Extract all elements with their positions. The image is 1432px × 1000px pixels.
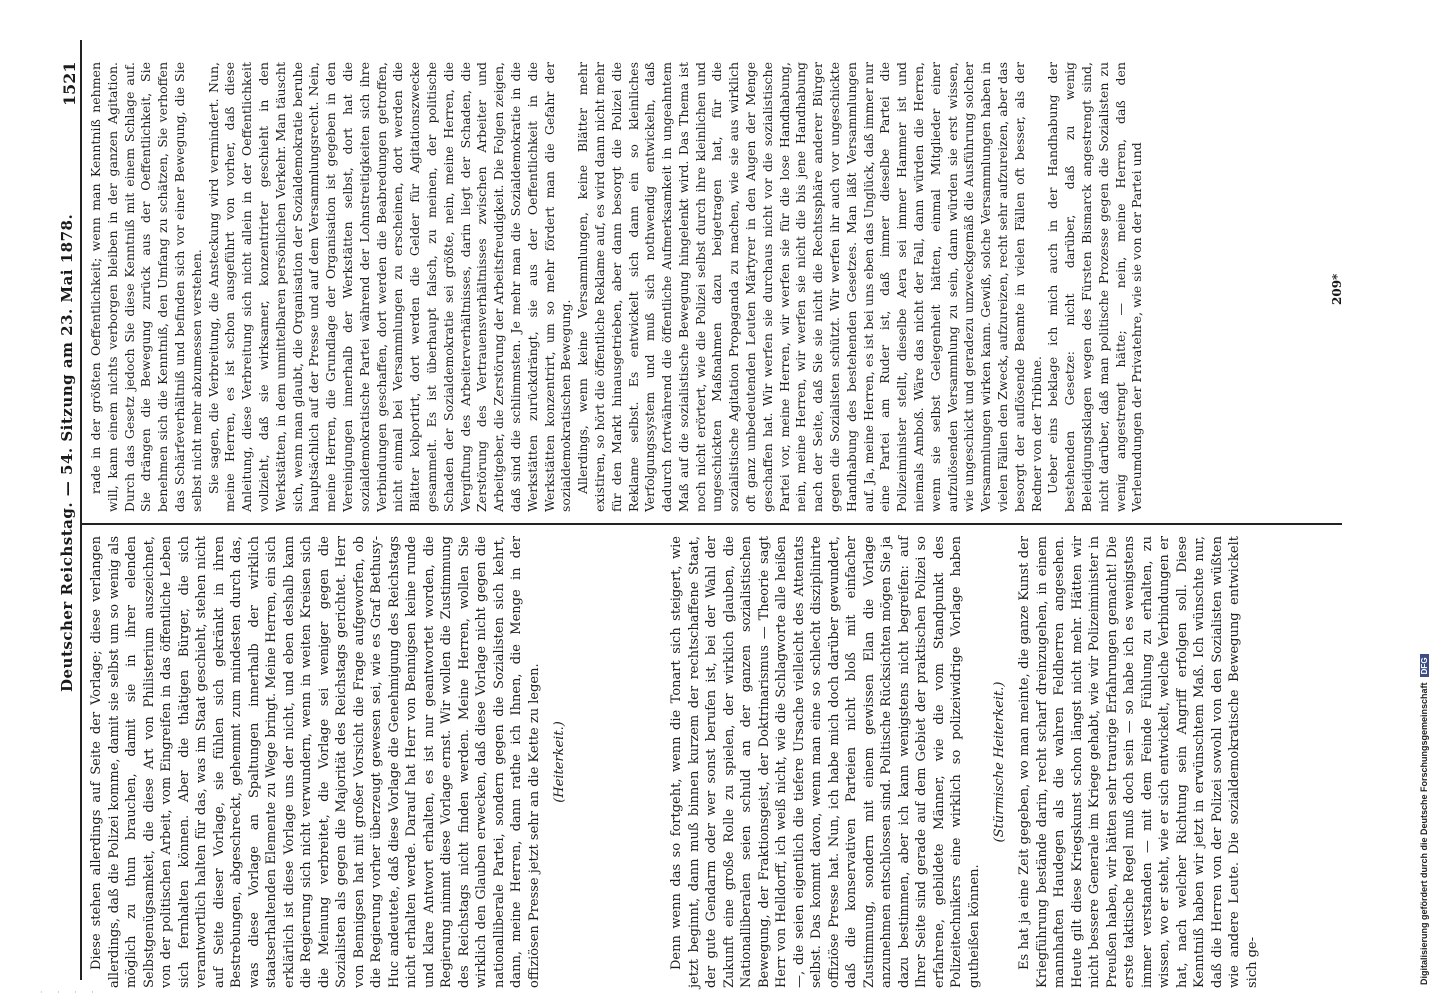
paragraph: Es hat ja eine Zeit gegeben, wo man meinte, die ganze Kunst der Kriegführung bestände darin, recht scharf dreinzugehen, in einem mannhaften Haudegen als die wahren Feldherren angesehen. Heute gilt diese Kriegskunst schon längst nicht mehr. Hätten wir nicht bessere Generale im Kriege gehabt, wie wir Polizeiminister in Preußen haben, wir hätten sehr traurige Erfahrungen gemacht! Die erste taktische Regel muß doch sein — so habe ich es wenigstens immer verstanden — mit dem Feinde Fühlung zu erhalten, zu wissen, wo er steht, wie er sich entwickelt, welche Verbindungen er hat, nach welcher Richtung sein Angriff erfolgen soll. Diese Kenntniß haben wir jetzt in erwünschtem Maß. Ich wünschte nur, daß die Herren von der Polizei sowohl von den Sozialisten wüßten wie andere Leute. Die sozialdemokratische Bewegung entwickelt sich ge-	[1017, 536, 1260, 988]
paragraph: rade in der größten Oeffentlichkeit; wenn man Kenntniß nehmen will, kann einem nichts verborgen bleiben in der ganzen Agitation. Durch das Gesetz jedoch Sie diese Kenntniß mit einem Schlage auf. Sie drängen die Bewegung zurück aus der Oeffentlichkeit, Sie benehmen sich die Kenntniß, den Umfang zu schätzen, Sie verhoffen das Schärfeverhältniß und befinden sich vor einer Bewegung, die Sie selbst nicht mehr abzumessen verstehen.	[88, 62, 204, 512]
stage-direction: (Heiterkeit.)	[552, 721, 567, 803]
paragraph: Denn wenn das so fortgeht, wenn die Tonart sich steigert, wie jetzt beginnt, dann muß binnen kurzem der rechtschaffene Staat, der gute Gendarm oder wer sonst berufen ist, bei der Wahl der Zukunft eine große Rolle zu spielen, der wirklich glauben, die Nationalliberalen seien schuld an der ganzen sozialistischen Bewegung, der Fraktionsgeist, der Doktrinarismus — Theorie sagt Herr von Helldorff, ich weiß nicht, wie die Schlagworte alle heißen —, die seien eigentlich die tiefere Ursache vielleicht des Attentats selbst. Das kommt davon, wenn man eine so schlecht disziplinirte offiziöse Presse hat. Nun, ich habe mich doch darüber gewundert, daß die konservativen Parteien nicht bloß mit einfacher Zustimmung, sondern mit einem gewissen Elan die Vorlage anzunehmen entschlossen sind. Politische Rücksichten mögen Sie ja dazu bestimmen, aber ich kann wenigstens nicht begreifen: auf Ihrer Seite sind gerade auf dem Gebiet der praktischen Polizei so erfahrene, gebildete Männer, wie die vom Standpunkt des Polizeitechnikers eine wirklich so polizeiwidrige Vorlage haben gutheißen können.	[669, 536, 982, 988]
credit-text: Digitalisierung gefördert durch die Deutsche Forschungsgemeinschaft	[1419, 682, 1429, 985]
paragraph: Sie sagen, die Verbreitung, die Ansteckung wird vermindert. Nun, meine Herren, es ist schon ausgeführt von vorher, daß diese Anleitung, diese Verbreitung sich nicht allein in der Oeffentlichkeit vollzieht, daß sie wirksamer, konzentrirter geschieht in den Werkstätten, in dem unmittelbaren persönlichen Verkehr. Man täuscht sich, wenn man glaubt, die Organisation der Sozialdemokratie beruhe hauptsächlich auf der Presse und auf dem Versammlungsrecht. Nein, meine Herren, die Grundlage der Organisation ist gegeben in den Vereinigungen innerhalb der Werkstätten selbst, dort hat die sozialdemokratische Partei während der Lohnstreitigkeiten sich ihre Verbindungen geschaffen, dort werden die Beabredungen getroffen, nicht einmal bei Versammlungen zu erscheinen, dort werden die Blätter kolportirt, dort werden die Gelder für Agitationszwecke gesammelt. Es ist überhaupt falsch, zu meinen, der politische Schaden der Sozialdemokratie sei größte, nein, meine Herren, die Vergiftung des Arbeiterverhältnisses, darin liegt der Schaden, die Zerstörung des Vertrauensverhältnisses zwischen Arbeiter und Arbeitgeber, die Zerstörung der Arbeitsfreudigkeit. Die Folgen zeigen, daß sind die schlimmsten. Je mehr man die Sozialdemokratie in die Werkstätten zurückdrängt, sie aus der Oeffentlichkeit in die Werkstätten konzentrirt, um so mehr fördert man die Gefahr der sozialdemokratischen Bewegung.	[205, 62, 574, 512]
signature-mark: 209*	[1330, 273, 1344, 305]
paragraph: Allerdings, wenn keine Versammlungen, keine Blätter mehr existiren, so hört die öffentliche Reklame auf, es wird dann nicht mehr für den Markt hinausgetrieben, aber dann besorgt die Polizei die Reklame selbst. Es entwickelt sich dann ein so kleinliches Verfolgungssystem und muß sich nothwendig entwickeln, daß dadurch fortwährend die öffentliche Aufmerksamkeit in ungeahntem Maß auf die sozialistische Bewegung hingelenkt wird. Das Thema ist noch nicht erörtert, wie die Polizei selbst durch ihre kleinlichen und ungeschickten Maßnahmen dazu beigetragen hat, für die sozialistische Agitation Propaganda zu machen, wie sie aus wirklich oft ganz unbedeutenden Leuten Märtyrer in den Augen der Menge geschaffen hat. Wir werfen sie durchaus nicht vor die sozialistische Partei vor, meine Herren, wir werfen sie für die lose Handhabung, nein, meine Herren, wir werfen sie nicht die bis jene Handhabung nach der Seite, daß Sie sie nicht die Rechtssphäre anderer Bürger gegen die Sozialisten schützt. Wir werfen ihr auch vor ungeschickte Handhabung des bestehenden Gesetzes. Man läßt Versammlungen auf. Ja, meine Herren, es ist bei uns eben das Unglück, daß immer nur eine Partei am Ruder ist, daß immer dieselbe Partei die Polizeiminister stellt, dieselbe Aera sei immer Hammer ist und niemals Amboß. Wäre das nicht der Fall, dann würden die Herren, wenn sie selbst Gelegenheit hätten, einmal Mitglieder einer aufzulösenden Versammlung zu sein, dann würden sie erst wissen, wie ungeschickt und geradezu unzweckgemäß die Ausführung solcher Versammlungen wirken kann. Gewiß, solche Versammlungen haben in vielen Fällen den Zweck, aufzureizen, recht sehr aufzureizen, aber das besorgt der auflösende Beamte in vielen Fällen oft besser, als der Redner von der Tribüne.	[575, 62, 1044, 512]
credit-strip	[1412, 654, 1431, 985]
header-rule	[80, 40, 82, 980]
text-column-3	[1016, 536, 1346, 988]
column-separator	[82, 523, 1342, 525]
dfg-logo: DFG	[1420, 654, 1429, 677]
paragraph: Diese stehen allerdings auf Seite der Vorlage; diese verlangen allerdings, daß die Polizei komme, damit sie selbst um so wenig als möglich zu thun brauchen, damit sie in ihrer elenden Selbstgenügsamkeit, die diese Art von Philisterium auszeichnet, von der politischen Arbeit, vom Eingreifen in das öffentliche Leben sich fernhalten können. Aber die thätigen Bürger, die sich verantwortlich halten für das, was im Staat geschieht, stehen nicht auf Seite dieser Vorlage, sie fühlen sich gekränkt in ihren Bestrebungen, abgeschreckt, gehemmt zum mindesten durch das, was diese Vorlage an Spaltungen innerhalb der wirklich staatserhaltenden Elemente zu Wege bringt. Meine Herren, ein sich erklärlich ist diese Vorlage uns der nicht, und eben deshalb kann die Regierung sich nicht verwundern, wenn in weiten Kreisen sich die Meinung verbreitet, die Vorlage sei weniger gegen die Sozialisten als gegen die Majorität des Reichstags gerichtet. Herr von Bennigsen hat mit großer Vorsicht die Frage aufgeworfen, ob die Regierung vorher überzeugt gewesen sei, wie es Graf Bethusy-Huc andeutete, daß diese Vorlage die Genehmigung des Reichstags nicht erhalten werde. Darauf hat Herr von Bennigsen keine runde und klare Antwort erhalten, es ist nur geantwortet worden, die Regierung nimmt diese Vorlage ernst. Wir wollen die Zustimmung des Reichstags nicht finden werden. Meine Herren, wollen Sie wirklich den Glauben erwecken, daß diese Vorlage nicht gegen die nationalliberale Partei, sondern gegen die Sozialisten sich kehrt, dann, meine Herren, dann rathe ich Ihnen, die Menge in der offiziösen Presse jetzt sehr an die Kette zu legen.	[89, 536, 542, 988]
text-column-2	[668, 536, 1007, 988]
page-number: 1521	[60, 61, 79, 106]
text-column-1	[88, 536, 648, 988]
paragraph: Ueber eins beklage ich mich auch in der Handhabung der bestehenden Gesetze: nicht darüber, daß zu wenig Beleidigungsklagen wegen des Fürsten Bismarck angestrengt sind, nicht darüber, daß man politische Prozesse gegen die Sozialisten zu wenig angestrengt hätte; — nein, meine Herren, daß den Verleumdungen der Privatehre, wie sie von der Partei und	[1045, 62, 1145, 512]
scan-edge-marks: · · · ·	[40, 988, 100, 997]
running-header-left: Deutscher Reichstag. — 54. Sitzung am 23. Mai 1878.	[58, 213, 76, 692]
text-column-4a	[88, 62, 1338, 512]
stage-direction: (Stürmische Heiterkeit.)	[992, 681, 1007, 843]
